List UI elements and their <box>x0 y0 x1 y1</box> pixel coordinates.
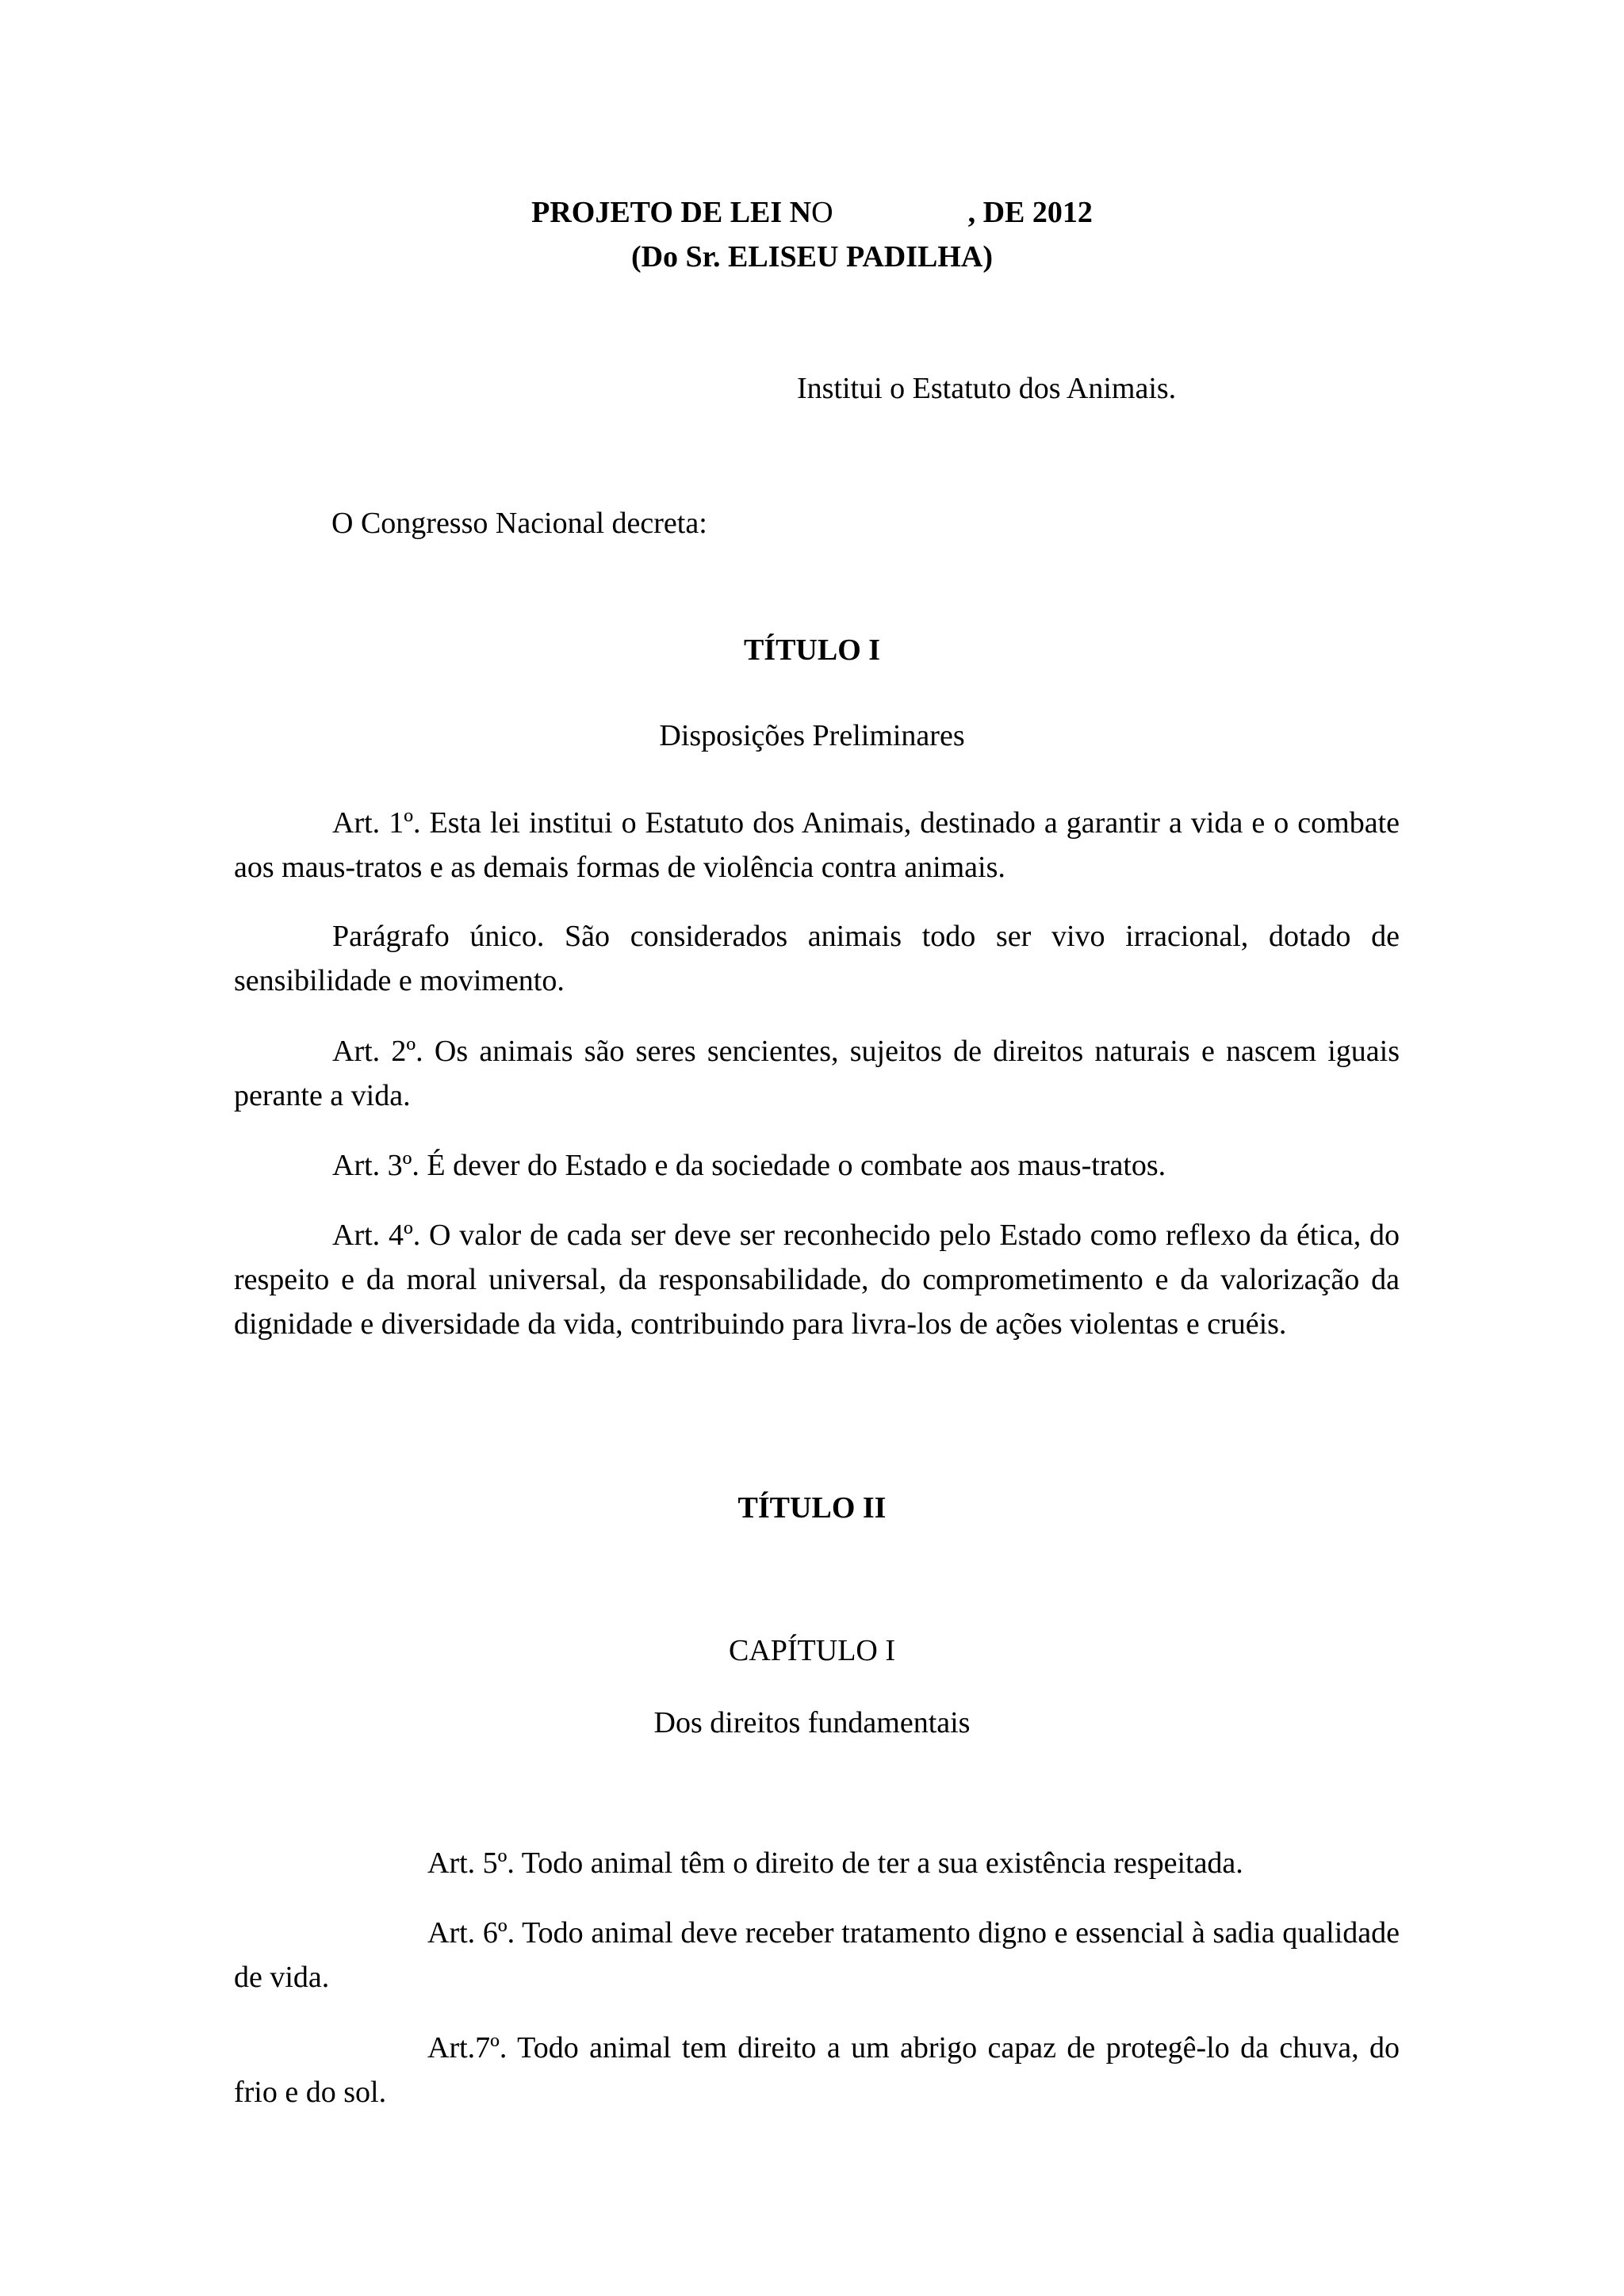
bill-title-prefix: PROJETO DE LEI N <box>531 196 812 229</box>
article-4: Art. 4º. O valor de cada ser deve ser reconhecido pelo Estado como reflexo da ética, do respeito e da moral universal, da responsabilidade, do comprometimento e da valorização da dignidade e diversidade da vida, contribuindo para livra-los de ações violentas e cruéis. <box>234 1219 1400 1341</box>
article-6: Art. 6º. Todo animal deve receber tratamento digno e essencial à sadia qualidade de vida. <box>234 1916 1400 1994</box>
titulo-1-subheading: Disposições Preliminares <box>659 719 965 752</box>
bill-title <box>0 190 1624 235</box>
bill-title-suffix: , DE 2012 <box>967 196 1093 229</box>
article-1: Art. 1º. Esta lei institui o Estatuto dos Animais, destinado a garantir a vida e o combate aos maus-tratos e as demais formas de violência contra animais. <box>234 806 1400 884</box>
bill-number-label: O <box>811 196 833 229</box>
preamble: O Congresso Nacional decreta: <box>331 507 707 540</box>
article-3: Art. 3º. É dever do Estado e da sociedade o combate aos maus-tratos. <box>332 1149 1166 1182</box>
chapter-1-heading: CAPÍTULO I <box>728 1634 896 1667</box>
bill-author: (Do Sr. ELISEU PADILHA) <box>630 240 994 274</box>
chapter-1-title: Dos direitos fundamentais <box>653 1706 971 1739</box>
bill-ementa: Institui o Estatuto dos Animais. <box>797 372 1177 405</box>
titulo-2-heading: TÍTULO II <box>737 1491 887 1525</box>
article-5: Art. 5º. Todo animal têm o direito de ter a sua existência respeitada. <box>427 1846 1243 1880</box>
article-7: Art.7º. Todo animal tem direito a um abrigo capaz de protegê-lo da chuva, do frio e do sol. <box>234 2031 1400 2109</box>
titulo-1-heading: TÍTULO I <box>743 633 881 667</box>
article-2: Art. 2º. Os animais são seres sencientes, sujeitos de direitos naturais e nascem iguais perante a vida. <box>234 1035 1400 1112</box>
article-1-paragraph: Parágrafo único. São considerados animais todo ser vivo irracional, dotado de sensibilidade e movimento. <box>234 920 1400 997</box>
